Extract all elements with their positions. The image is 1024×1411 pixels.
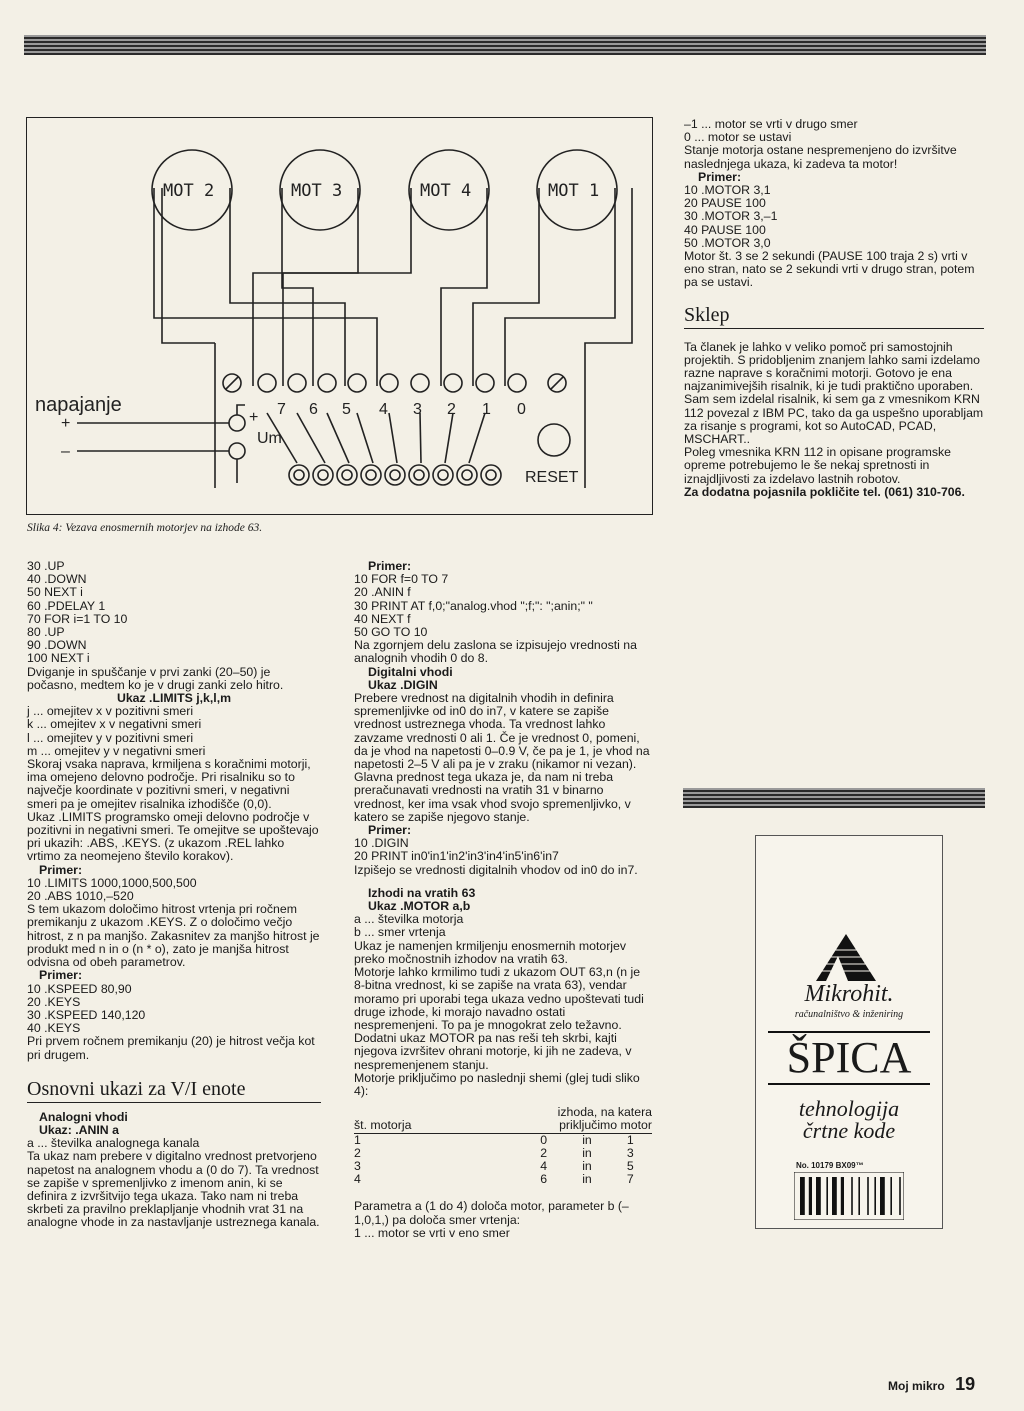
code-line: 20 PAUSE 100 bbox=[684, 196, 766, 211]
list-item: m ... omejitev y v negativni smeri bbox=[27, 743, 206, 758]
table-cell: 3 bbox=[354, 1158, 361, 1173]
barcode-bar bbox=[832, 1177, 837, 1215]
limits-list bbox=[27, 705, 321, 758]
code-line: 10 .DIGIN bbox=[354, 836, 409, 851]
table-row bbox=[354, 1133, 652, 1147]
paragraph: Ukaz je namenjen krmiljenju enosmernih motorjev preko močnostnih izhodov na vratih 63. bbox=[354, 938, 627, 966]
pin-4: 4 bbox=[379, 401, 388, 418]
paragraph: Motorje priključimo po naslednji shemi (glej tudi sliko 4): bbox=[354, 1070, 640, 1098]
table-row bbox=[354, 1160, 652, 1173]
table-cell: in bbox=[582, 1145, 592, 1160]
list-item: –1 ... motor se vrti v drugo smer bbox=[684, 117, 858, 131]
table-cell: 7 bbox=[626, 1172, 634, 1187]
table-cell: 4 bbox=[354, 1172, 361, 1187]
barcode-number: No. 10179 BX09™ bbox=[796, 1161, 864, 1170]
table-cell: in bbox=[582, 1132, 592, 1147]
power-label: napajanje bbox=[35, 394, 122, 416]
barcode-bar bbox=[816, 1177, 821, 1215]
barcode-icon bbox=[794, 1172, 904, 1220]
digital-heading: Digitalni vhodi bbox=[368, 664, 453, 679]
ad-line-2: črtne kode bbox=[802, 1118, 896, 1143]
table-cell: 2 bbox=[540, 1145, 548, 1160]
code-line: 40 PAUSE 100 bbox=[684, 222, 766, 237]
barcode-bar bbox=[880, 1177, 885, 1215]
code-line: 30 .MOTOR 3,–1 bbox=[684, 209, 778, 224]
motor-heading: Ukaz .MOTOR a,b bbox=[368, 899, 471, 914]
minus-sign: – bbox=[61, 443, 70, 460]
list-item: 0 ... motor se ustavi bbox=[684, 130, 792, 145]
code-line: 40 NEXT f bbox=[354, 611, 411, 626]
paragraph: Pri prvem ročnem premikanju (20) je hitrost večja kot pri drugem. bbox=[27, 1034, 315, 1062]
paragraph: Dviganje in spuščanje v prvi zanki (20–50) je počasno, medtem ko je v drugi zanki zelo hitro. bbox=[27, 664, 284, 692]
paragraph: Parametra a (1 do 4) določa motor, parameter b (– 1,0,1,) pa določa smer vrtenja: bbox=[354, 1199, 629, 1227]
sklep-heading: Sklep bbox=[684, 303, 730, 326]
code-line: 30 .UP bbox=[27, 559, 65, 573]
um-label: Um bbox=[257, 430, 282, 447]
barcode-bar bbox=[800, 1177, 805, 1215]
product-name: ŠPICA bbox=[768, 1031, 930, 1085]
code-line: 50 NEXT i bbox=[27, 585, 83, 600]
motor-label-1: MOT 1 bbox=[548, 181, 600, 201]
table-header-left: št. motorja bbox=[354, 1106, 522, 1133]
motor-label-3: MOT 3 bbox=[291, 181, 343, 201]
code-block-2 bbox=[27, 877, 321, 903]
page-number: 19 bbox=[955, 1374, 976, 1394]
table-cell: 6 bbox=[540, 1172, 548, 1187]
code-line: 70 FOR i=1 TO 10 bbox=[27, 611, 128, 626]
section-rule bbox=[684, 328, 984, 329]
table-header-right: izhoda, na katera priključimo motor bbox=[522, 1106, 652, 1133]
table-cell: 1 bbox=[354, 1132, 361, 1147]
ad-line-1: tehnologija bbox=[798, 1096, 900, 1121]
code-block-2 bbox=[354, 837, 652, 863]
paragraph: Skoraj vsaka naprava, krmiljena s koračnimi motorji, ima omejeno delovno področje. Pri risalniku so to največje koordinate v pozitivni smeri, v negativni smeri pa je omejitev risalnika izhodišče (0,0). bbox=[27, 757, 311, 811]
table-cell: 2 bbox=[354, 1145, 361, 1160]
primer-heading: Primer: bbox=[368, 823, 412, 838]
anin-item: a ... številka analognega kanala bbox=[27, 1136, 200, 1151]
anin-heading: Ukaz: .ANIN a bbox=[39, 1122, 119, 1137]
page-footer bbox=[888, 1374, 975, 1395]
paragraph: Motor št. 3 se 2 sekundi (PAUSE 100 traja 2 s) vrti v eno stran, nato se 2 sekundi vrti v drugo stran, potem pa se ustavi. bbox=[684, 249, 975, 290]
wiring-diagram bbox=[27, 118, 652, 514]
paragraph: Izpišejo se vrednosti digitalnih vhodov od in0 do in7. bbox=[354, 862, 638, 877]
list-item: l ... omejitev y v pozitivni smeri bbox=[27, 730, 194, 745]
paragraph: Na zgornjem delu zaslona se izpisujejo vrednosti na analognih vhodih 0 do 8. bbox=[354, 638, 637, 666]
table-header-row bbox=[354, 1106, 652, 1133]
code-line: 60 .PDELAY 1 bbox=[27, 598, 106, 613]
paragraph: Prebere vrednost na digitalnih vhodih in definira spremenljivke od in0 do in7, v katere se zapiše vrednost ustreznega vhoda. Ta vrednost lahko zavzame vrednosti 0 ali 1. Če je vrednost 0, pomeni, da je vhod na napetosti 0–0.9 V, če pa je 1, je vhod na napetosti 2–5 V ali pa je v zraku (nikamor ni vezan). Glavna prednost tega ukaza je, da nam ni treba preračunavati vrednosti na vratih 31 v binarno vrednost, ker ima vsak vhod svojo spremenljivko, v katero se zapiše njegovo stanje. bbox=[354, 691, 650, 824]
primer-heading: Primer: bbox=[39, 968, 83, 983]
column-2 bbox=[354, 560, 652, 1240]
ad-decorative-bar bbox=[683, 788, 985, 808]
pin-1: 1 bbox=[482, 401, 491, 418]
contact-paragraph: Za dodatna pojasnila pokličite tel. (061) 310-706. bbox=[684, 484, 965, 499]
primer-heading: Primer: bbox=[39, 862, 83, 877]
code-block bbox=[684, 184, 984, 250]
code-line: 20 PRINT in0'in1'in2'in3'in4'in5'in6'in7 bbox=[354, 849, 559, 864]
table-row bbox=[354, 1173, 652, 1186]
code-line: 50 GO TO 10 bbox=[354, 625, 428, 640]
list-item: j ... omejitev x v pozitivni smeri bbox=[27, 704, 194, 719]
motor-label-2: MOT 2 bbox=[163, 181, 215, 201]
spica-advertisement bbox=[755, 835, 943, 1229]
code-line: 20 .ABS 1010,–520 bbox=[27, 889, 134, 904]
reset-label: RESET bbox=[525, 469, 579, 486]
table-cell: 3 bbox=[626, 1145, 634, 1160]
barcode-bar bbox=[851, 1177, 853, 1215]
paragraph: Ukaz .LIMITS programsko omeji delovno področje v pozitivni in negativni smeri. Te omejitve se upoštevajo pri ukazih: .ABS, .KEYS. (z ukazom .REL lahko vrtimo za neomejeno število korakov). bbox=[27, 809, 319, 864]
code-line: 20 .KEYS bbox=[27, 994, 81, 1009]
list-item: k ... omejitev x v negativni smeri bbox=[27, 717, 202, 732]
paragraph: Ta članek je lahko v veliko pomoč pri samostojnih projektih. S pridobljenim znanjem lahko sami izdelamo razne naprave s koračnimi motorji. Gotovo je ena najzanimivejših risalnik, ki je tudi praktično uporaben. Sam sem izdelal risalnik, ki sem ga z vmesnikom KRN 112 povezal z IBM PC, tako da ga uspešno uporabljam za risanje s programi, kot so AutoCAD, PCAD, MSCHART.. bbox=[684, 339, 984, 447]
table-cell: 1 bbox=[626, 1132, 634, 1147]
plus-sign: + bbox=[61, 415, 71, 432]
mountain-logo-icon bbox=[756, 926, 942, 986]
outputs-heading: Izhodi na vratih 63 bbox=[368, 885, 476, 900]
direction-list bbox=[684, 118, 984, 144]
code-line: 20 .ANIN f bbox=[354, 585, 411, 600]
pin-6: 6 bbox=[309, 401, 318, 418]
table-cell: 0 bbox=[540, 1132, 548, 1147]
table-row bbox=[354, 1147, 652, 1160]
code-block-1 bbox=[27, 560, 321, 666]
motor-label-4: MOT 4 bbox=[420, 181, 472, 201]
column-3 bbox=[684, 118, 984, 499]
pin-7: 7 bbox=[277, 401, 286, 418]
code-line: 40 .DOWN bbox=[27, 572, 87, 587]
code-line: 30 .KSPEED 140,120 bbox=[27, 1007, 146, 1022]
list-item: b ... smer vrtenja bbox=[354, 925, 446, 940]
figure-caption: Slika 4: Vezava enosmernih motorjev na izhode 63. bbox=[27, 522, 263, 534]
direction-item: 1 ... motor se vrti v eno smer bbox=[354, 1225, 510, 1240]
magazine-name: Moj mikro bbox=[888, 1379, 945, 1393]
brand-tagline: računalništvo & inženiring bbox=[794, 1009, 904, 1020]
table-cell: 4 bbox=[540, 1158, 548, 1173]
paragraph: S tem ukazom določimo hitrost vrtenja pri ročnem premikanju z ukazom .KEYS. Z o določimo večjo hitrost, z n pa manjšo. Zakasnitev za manjšo hitrost je produkt med n in o (n * o), zato je manjša hitrost odvisna od obeh parametrov. bbox=[27, 902, 320, 970]
list-item: a ... številka motorja bbox=[354, 912, 464, 927]
section-rule bbox=[27, 1102, 321, 1103]
pin-5: 5 bbox=[342, 401, 351, 418]
limits-heading: Ukaz .LIMITS j,k,l,m bbox=[116, 691, 232, 706]
motor-output-table bbox=[354, 1106, 652, 1186]
barcode-bar bbox=[874, 1177, 876, 1215]
motor-params-list bbox=[354, 913, 652, 939]
code-block-3 bbox=[27, 983, 321, 1036]
paragraph: Ta ukaz nam prebere v digitalno vrednost pretvorjeno napetost na analognem vhodu a (0 do 7). Ta vrednost se zapiše v spremenljivko z imenom anin, ki se definira z izvršitvijo tega ukaza. Tako nam ni treba skrbeti za pravilno preklapljanje vhodnih vrat 31 na analogne vhode in za nastavljanje ustreznega kanala. bbox=[27, 1149, 320, 1230]
supply-plus: + bbox=[249, 409, 259, 426]
barcode-bar bbox=[809, 1177, 812, 1215]
pin-2: 2 bbox=[447, 401, 456, 418]
table-cell: in bbox=[582, 1172, 592, 1187]
paragraph: Motorje lahko krmilimo tudi z ukazom OUT 63,n (n je 8-bitna vrednost, ki se zapiše na vrata 63), vendar moramo pri uporabi tega ukaza vedno upoštevati tudi druge izhode, ki morajo navadno ostati nespremenjeni. To pa je mnogokrat zelo težavno. Dodatni ukaz MOTOR pa nas reši teh skrbi, kajti njegova izvršitev ohrani motorje, ki jih ne zadeva, v nespremenjenem stanju. bbox=[354, 965, 644, 1072]
brand-name: Mikrohit. bbox=[804, 981, 894, 1007]
table-cell: in bbox=[582, 1158, 592, 1173]
barcode-bar bbox=[826, 1177, 828, 1215]
paragraph: Poleg vmesnika KRN 112 in opisane programske opreme potrebujemo le še nekaj spretnosti in iznajdljivosti za izdelavo lastnih robotov. bbox=[684, 445, 952, 486]
barcode-bar bbox=[899, 1177, 901, 1215]
code-line: 10 FOR f=0 TO 7 bbox=[354, 572, 449, 587]
code-line: 90 .DOWN bbox=[27, 638, 87, 653]
code-line: 10 .KSPEED 80,90 bbox=[27, 981, 132, 996]
analog-heading: Analogni vhodi bbox=[39, 1109, 128, 1124]
barcode-bar bbox=[867, 1177, 869, 1215]
code-line: 10 .MOTOR 3,1 bbox=[684, 183, 771, 198]
code-line: 10 .LIMITS 1000,1000,500,500 bbox=[27, 875, 197, 890]
top-decorative-bar bbox=[24, 35, 986, 55]
barcode-bar bbox=[890, 1177, 892, 1215]
barcode-bar bbox=[841, 1177, 844, 1215]
digin-heading: Ukaz .DIGIN bbox=[368, 677, 438, 692]
primer-heading: Primer: bbox=[368, 559, 412, 573]
pin-3: 3 bbox=[413, 401, 422, 418]
paragraph: Stanje motorja ostane nespremenjeno do izvršitve naslednjega ukaza, ki zadeva ta motor! bbox=[684, 143, 957, 171]
primer-heading: Primer: bbox=[698, 169, 742, 184]
pin-0: 0 bbox=[517, 401, 526, 418]
code-line: 50 .MOTOR 3,0 bbox=[684, 235, 771, 250]
code-line: 30 PRINT AT f,0;"analog.vhod ";f;": ";anin;" " bbox=[354, 598, 593, 613]
code-block-1 bbox=[354, 573, 652, 639]
column-1 bbox=[27, 560, 321, 1230]
section-heading: Osnovni ukazi za V/I enote bbox=[27, 1077, 246, 1100]
table-body bbox=[354, 1133, 652, 1186]
code-line: 80 .UP bbox=[27, 625, 65, 640]
code-line: 40 .KEYS bbox=[27, 1021, 81, 1036]
motor-wiring-figure bbox=[26, 117, 653, 515]
barcode-bar bbox=[858, 1177, 860, 1215]
table-cell: 5 bbox=[626, 1158, 634, 1173]
code-line: 100 NEXT i bbox=[27, 651, 90, 666]
